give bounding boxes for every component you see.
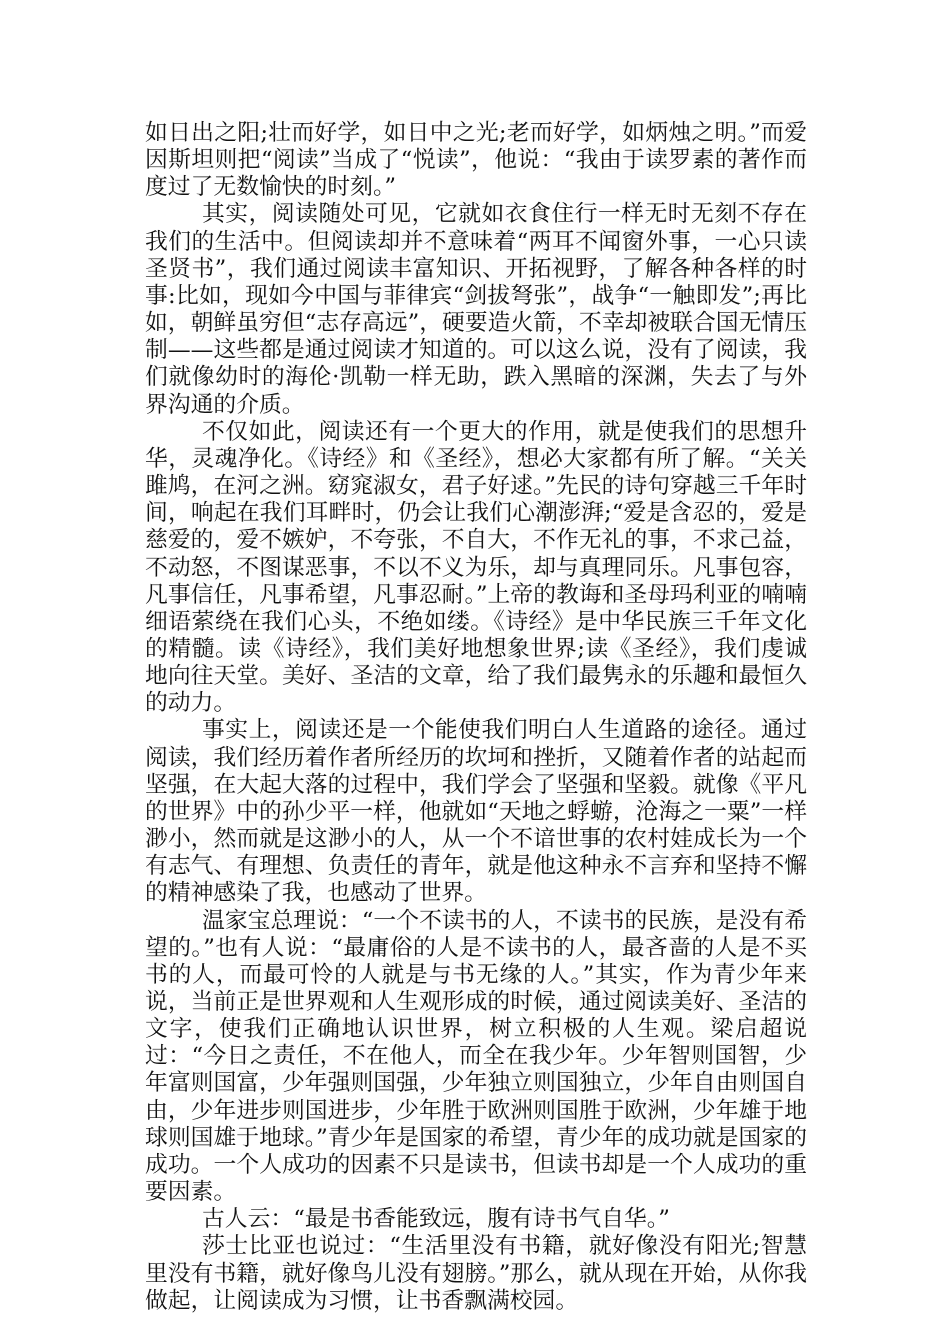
paragraph-2: 其实，阅读随处可见，它就如衣食住行一样无时无刻不存在我们的生活中。但阅读却并不意味着“两耳不闻窗外事，一心只读圣贤书”，我们通过阅读丰富知识、开拓视野，了解各种各样的时事:比如，现如今中国与菲律宾“剑拔弩张”，战争“一触即发”;再比如，朝鲜虽穷但“志存高远”，硬要造火箭，不幸却被联合国无情压制——这些都是通过阅读才知道的。可以这么说，没有了阅读，我们就像幼时的海伦·凯勒一样无助，跌入黑暗的深渊，失去了与外界沟通的介质。 (145, 201, 807, 418)
paragraph-5: 温家宝总理说：“一个不读书的人，不读书的民族，是没有希望的。”也有人说：“最庸俗的人是不读书的人，最吝啬的人是不买书的人，而最可怜的人就是与书无缘的人。”其实，作为青少年来说，当前正是世界观和人生观形成的时候，通过阅读美好、圣洁的文字，使我们正确地认识世界，树立积极的人生观。梁启超说过：“今日之责任，不在他人，而全在我少年。少年智则国智，少年富则国富，少年强则国强，少年独立则国独立，少年自由则国自由，少年进步则国进步，少年胜于欧洲则国胜于欧洲，少年雄于地球则国雄于地球。”青少年是国家的希望，青少年的成功就是国家的成功。一个人成功的因素不只是读书，但读书却是一个人成功的重要因素。 (145, 907, 807, 1206)
paragraph-1: 如日出之阳;壮而好学，如日中之光;老而好学，如炳烛之明。”而爱因斯坦则把“阅读”当成了“悦读”，他说：“我由于读罗素的著作而度过了无数愉快的时刻。” (145, 120, 807, 201)
paragraph-6: 古人云：“最是书香能致远，腹有诗书气自华。” (202, 1206, 670, 1233)
paragraph-7: 莎士比亚也说过：“生活里没有书籍，就好像没有阳光;智慧里没有书籍，就好像鸟儿没有翅膀。”那么，就从现在开始，从你我做起，让阅读成为习惯，让书香飘满校园。 (145, 1233, 807, 1314)
document-body (145, 120, 807, 1315)
paragraph-3: 不仅如此，阅读还有一个更大的作用，就是使我们的思想升华，灵魂净化。《诗经》和《圣经》，想必大家都有所了解。“关关雎鸠，在河之洲。窈窕淑女，君子好逑。”先民的诗句穿越三千年时间，响起在我们耳畔时，仍会让我们心潮澎湃;“爱是含忍的，爱是慈爱的，爱不嫉妒，不夸张，不自大，不作无礼的事，不求己益，不动怒，不图谋恶事，不以不义为乐，却与真理同乐。凡事包容，凡事信任，凡事希望，凡事忍耐。”上帝的教诲和圣母玛利亚的喃喃细语萦绕在我们心头，不绝如缕。《诗经》是中华民族三千年文化的精髓。读《诗经》，我们美好地想象世界;读《圣经》，我们虔诚地向往天堂。美好、圣洁的文章，给了我们最隽永的乐趣和最恒久的动力。 (145, 418, 807, 717)
paragraph-4: 事实上，阅读还是一个能使我们明白人生道路的途径。通过阅读，我们经历着作者所经历的坎坷和挫折，又随着作者的站起而坚强，在大起大落的过程中，我们学会了坚强和坚毅。就像《平凡的世界》中的孙少平一样，他就如“天地之蜉蝣，沧海之一粟”一样渺小，然而就是这渺小的人，从一个不谙世事的农村娃成长为一个有志气、有理想、负责任的青年，就是他这种永不言弃和坚持不懈的精神感染了我，也感动了世界。 (145, 717, 807, 907)
